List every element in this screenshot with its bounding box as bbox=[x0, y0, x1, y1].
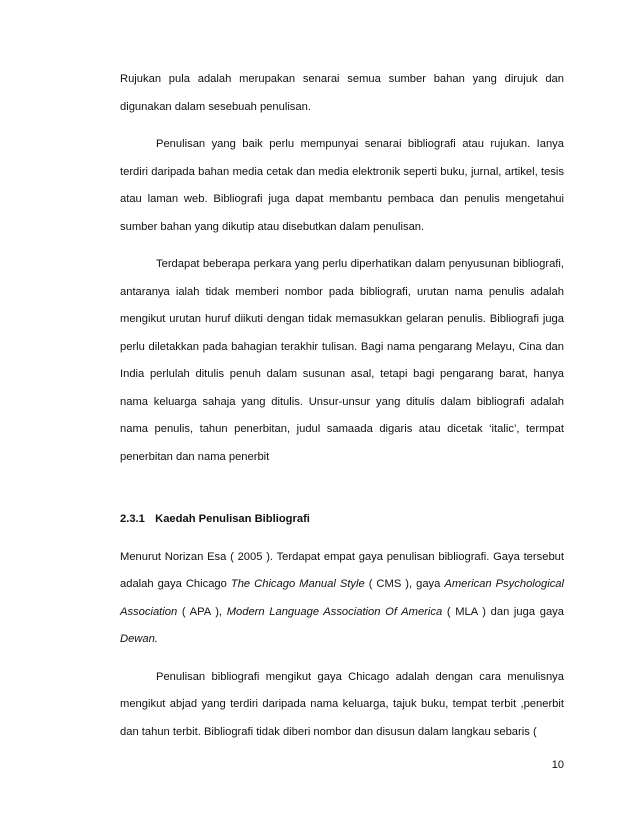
dewan-style-title: Dewan. bbox=[120, 633, 158, 645]
paragraph-gaya-text-1: Menurut Norizan Esa ( 2005 ). Terdapat empat gaya penulisan bibliografi. Gaya tersebut adalah gaya Chicago bbox=[120, 550, 564, 590]
document-body bbox=[120, 66, 564, 756]
chicago-style-title: The Chicago Manual Style bbox=[230, 578, 365, 590]
section-heading bbox=[120, 506, 564, 534]
paragraph-gaya-penulisan bbox=[120, 544, 564, 654]
paragraph-gaya-text-3: ( APA ), bbox=[177, 605, 227, 618]
paragraph-penulisan: Penulisan yang baik perlu mempunyai senarai bibliografi atau rujukan. Ianya terdiri daripada bahan media cetak dan media elektronik seperti buku, jurnal, artikel, tesis atau laman web. Bibliografi juga dapat membantu pembaca dan penulis mengetahui sumber bahan yang dikutip atau disebutkan dalam penulisan. bbox=[120, 138, 564, 233]
section-title: Kaedah Penulisan Bibliografi bbox=[155, 513, 310, 525]
paragraph-perkara: Terdapat beberapa perkara yang perlu diperhatikan dalam penyusunan bibliografi, antaranya ialah tidak memberi nombor pada bibliografi, urutan nama penulis adalah mengikut urutan huruf diikuti dengan tidak memasukkan gelaran penulis. Bibliografi juga perlu diletakkan pada bahagian terakhir tulisan. Bagi nama pengarang Melayu, Cina dan India perlulah ditulis penuh dalam susunan asal, tetapi bagi pengarang barat, hanya nama keluarga sahaja yang ditulis. Unsur-unsur yang ditulis dalam bibliografi adalah nama penulis, tahun penerbitan, judul samaada digaris atau dicetak ‘italic’, termpat penerbitan dan nama penerbit bbox=[120, 258, 564, 463]
paragraph-gaya-text-2: ( CMS ), gaya bbox=[364, 578, 445, 590]
apa-title: American Psychological Association bbox=[120, 578, 565, 618]
paragraph-gaya-text-4: ( MLA ) dan juga gaya bbox=[442, 605, 564, 618]
paragraph-rujukan: Rujukan pula adalah merupakan senarai semua sumber bahan yang dirujuk dan digunakan dalam sesebuah penulisan. bbox=[120, 73, 564, 113]
paragraph-chicago: Penulisan bibliografi mengikut gaya Chicago adalah dengan cara menulisnya mengikut abjad yang terdiri daripada nama keluarga, tajuk buku, tempat terbit ,penerbit dan tahun terbit. Bibliografi tidak diberi nombor dan disusun dalam langkau sebaris ( bbox=[120, 670, 564, 738]
section-number: 2.3.1 bbox=[120, 513, 145, 525]
mla-title: Modern Language Association Of America bbox=[226, 605, 443, 618]
page-number: 10 bbox=[551, 759, 564, 771]
